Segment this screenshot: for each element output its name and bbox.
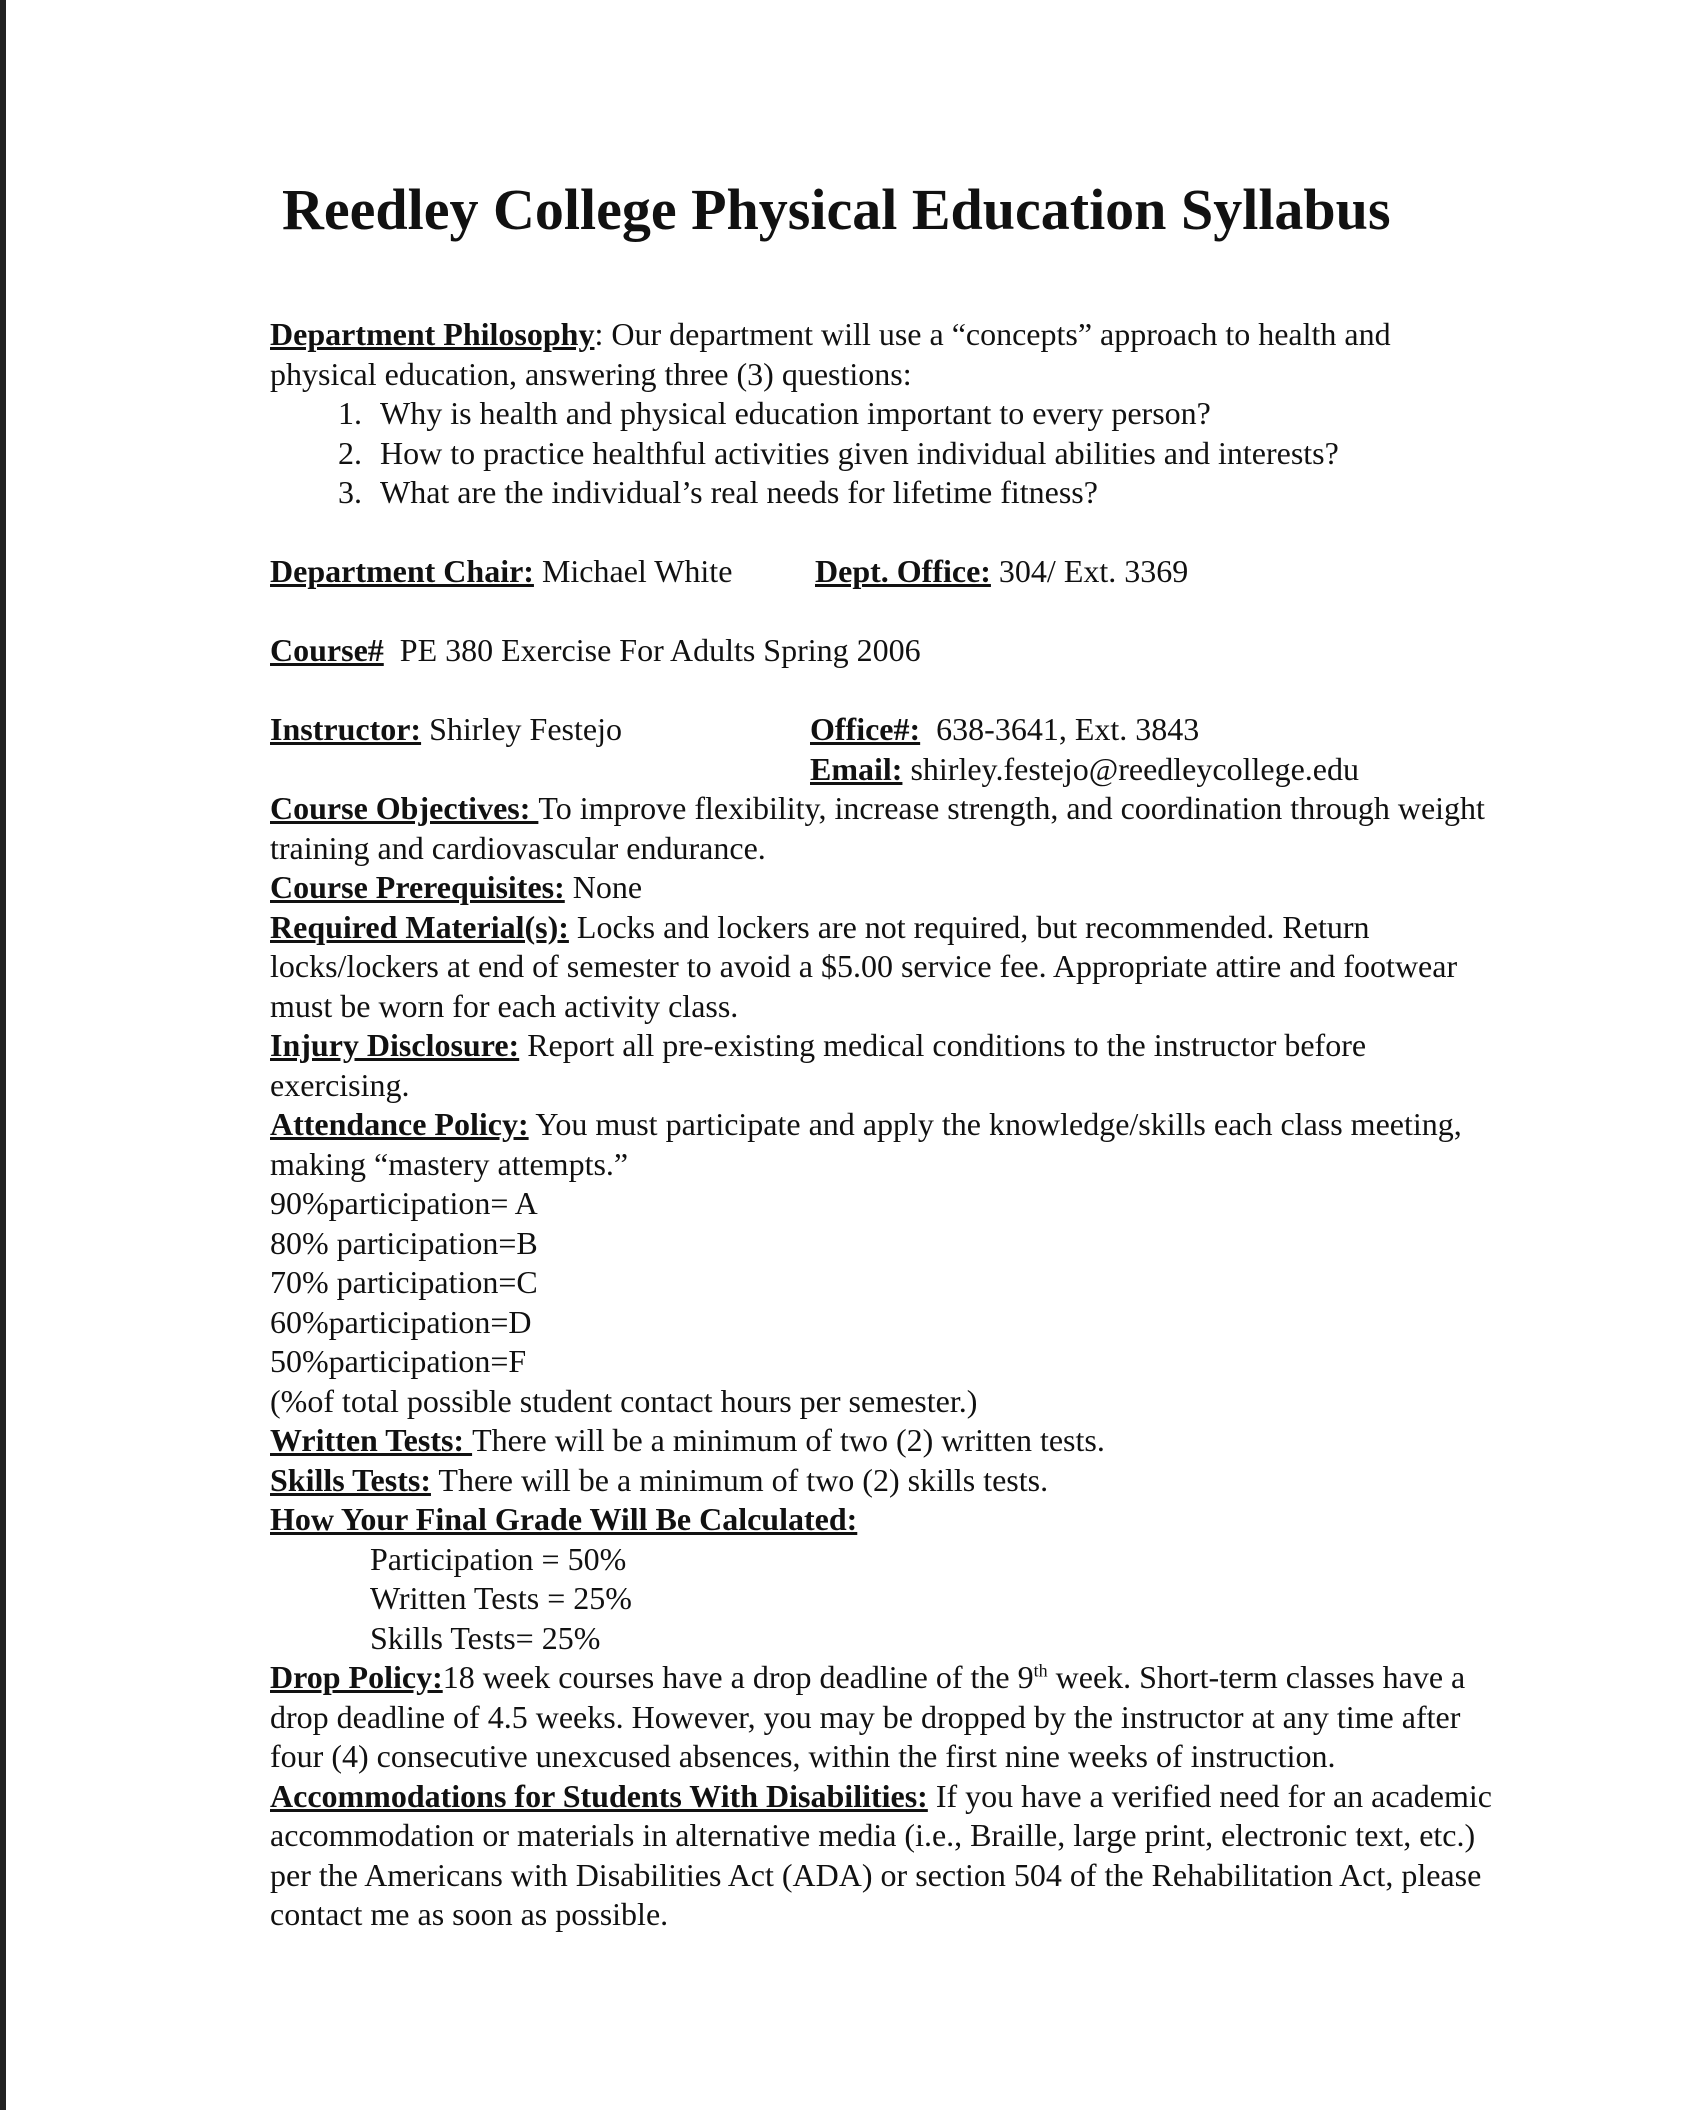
attendance-label: Attendance Policy: bbox=[270, 1106, 529, 1142]
course-label: Course# bbox=[270, 632, 384, 668]
injury-label: Injury Disclosure: bbox=[270, 1027, 520, 1063]
instructor-label: Instructor: bbox=[270, 711, 422, 747]
attendance-paragraph bbox=[270, 1105, 1500, 1184]
question-item: 2. How to practice healthful activities given individual abilities and interests? bbox=[370, 434, 1500, 474]
accommodations-label: Accommodations for Students With Disabilities: bbox=[270, 1777, 928, 1814]
philosophy-paragraph bbox=[270, 315, 1500, 394]
written-tests-label: Written Tests: bbox=[270, 1422, 473, 1458]
accommodations-text: If you have a verified need for an academic accommodation or materials in alternative media (i.e., Braille, large print, electronic text, etc.) per the Americans with Disabilities Act (ADA) or section 504 of the Rehabilitation Act, please contact me as soon as possible. bbox=[270, 1777, 1492, 1932]
prereq-text: None bbox=[564, 869, 643, 905]
drop-policy-paragraph bbox=[270, 1658, 1500, 1777]
office-number-value: 638-3641, Ext. 3843 bbox=[920, 711, 1200, 747]
objectives-text: To improve flexibility, increase strength, and coordination through weight training and cardiovascular endurance. bbox=[270, 790, 1485, 866]
final-grade-item: Participation = 50% bbox=[370, 1540, 627, 1577]
page-title: Reedley College Physical Education Syllabus bbox=[282, 177, 1391, 242]
skills-tests-paragraph bbox=[270, 1461, 1500, 1501]
objectives-label: Course Objectives: bbox=[270, 790, 539, 826]
course-row bbox=[270, 631, 1500, 671]
final-grade-item: Written Tests = 25% bbox=[370, 1580, 632, 1616]
grade-line: 70% participation=C bbox=[270, 1264, 538, 1300]
accommodations-paragraph bbox=[270, 1777, 1500, 1935]
question-item: 3. What are the individual’s real needs for lifetime fitness? bbox=[370, 473, 1500, 513]
materials-label: Required Material(s): bbox=[270, 908, 569, 945]
grade-line: 60%participation=D bbox=[270, 1303, 532, 1340]
chair-value: Michael White bbox=[533, 553, 733, 589]
email-row bbox=[270, 750, 1500, 790]
drop-policy-sup: th bbox=[1033, 1660, 1048, 1681]
instructor-value: Shirley Festejo bbox=[421, 711, 622, 747]
instructor-row bbox=[270, 710, 1500, 750]
dept-office bbox=[815, 552, 1188, 592]
drop-policy-label: Drop Policy: bbox=[270, 1659, 443, 1695]
dept-office-value: 304/ Ext. 3369 bbox=[990, 553, 1189, 589]
prereq-paragraph bbox=[270, 868, 1500, 908]
grade-line: 50%participation=F bbox=[270, 1343, 527, 1379]
chair-row bbox=[270, 552, 1500, 592]
grade-line: 80% participation=B bbox=[270, 1224, 538, 1261]
syllabus-page bbox=[270, 175, 1500, 1935]
office-number bbox=[810, 710, 1199, 750]
question-item: 1. Why is health and physical education important to every person? bbox=[370, 394, 1500, 434]
email-value[interactable]: shirley.festejo@reedleycollege.edu bbox=[902, 750, 1359, 787]
philosophy-questions bbox=[270, 394, 1500, 513]
scan-left-edge bbox=[0, 0, 6, 2110]
email bbox=[810, 750, 1359, 790]
grade-line: 90%participation= A bbox=[270, 1185, 538, 1221]
materials-paragraph bbox=[270, 908, 1500, 1027]
chair-label: Department Chair: bbox=[270, 553, 534, 589]
injury-text: Report all pre-existing medical conditions to the instructor before exercising. bbox=[270, 1027, 1367, 1103]
spacer bbox=[270, 592, 1500, 632]
email-label: Email: bbox=[810, 750, 903, 787]
prereq-label: Course Prerequisites: bbox=[270, 869, 565, 905]
drop-policy-text-b: week. Short-term classes have a drop deadline of 4.5 weeks. However, you may be dropped by the instructor at any time after four (4) consecutive unexcused absences, within the first nine weeks of instruction. bbox=[270, 1659, 1466, 1774]
final-grade-heading bbox=[270, 1500, 1500, 1540]
drop-policy-text-a: 18 week courses have a drop deadline of the 9 bbox=[442, 1659, 1034, 1695]
attendance-note: (%of total possible student contact hours per semester.) bbox=[270, 1382, 978, 1419]
philosophy-label: Department Philosophy bbox=[270, 316, 595, 352]
objectives-paragraph bbox=[270, 789, 1500, 868]
office-number-label: Office#: bbox=[810, 711, 921, 747]
final-grade-label: How Your Final Grade Will Be Calculated: bbox=[270, 1501, 858, 1537]
written-tests-paragraph bbox=[270, 1421, 1500, 1461]
injury-paragraph bbox=[270, 1026, 1500, 1105]
spacer bbox=[270, 671, 1500, 711]
spacer bbox=[270, 513, 1500, 553]
written-tests-text: There will be a minimum of two (2) written tests. bbox=[472, 1422, 1105, 1458]
skills-tests-text: There will be a minimum of two (2) skills tests. bbox=[430, 1461, 1049, 1498]
skills-tests-label: Skills Tests: bbox=[270, 1461, 431, 1498]
final-grade-item: Skills Tests= 25% bbox=[370, 1619, 601, 1656]
philosophy-text: : Our department will use a “concepts” approach to health and physical education, answering three (3) questions: bbox=[270, 316, 1391, 392]
attendance-text: You must participate and apply the knowledge/skills each class meeting, making “mastery attempts.” bbox=[270, 1106, 1462, 1182]
dept-office-label: Dept. Office: bbox=[815, 553, 991, 589]
course-value: PE 380 Exercise For Adults Spring 2006 bbox=[383, 632, 921, 668]
materials-text: Locks and lockers are not required, but recommended. Return locks/lockers at end of semester to avoid a $5.00 service fee. Appropriate attire and footwear must be worn for each activity class. bbox=[270, 908, 1458, 1024]
